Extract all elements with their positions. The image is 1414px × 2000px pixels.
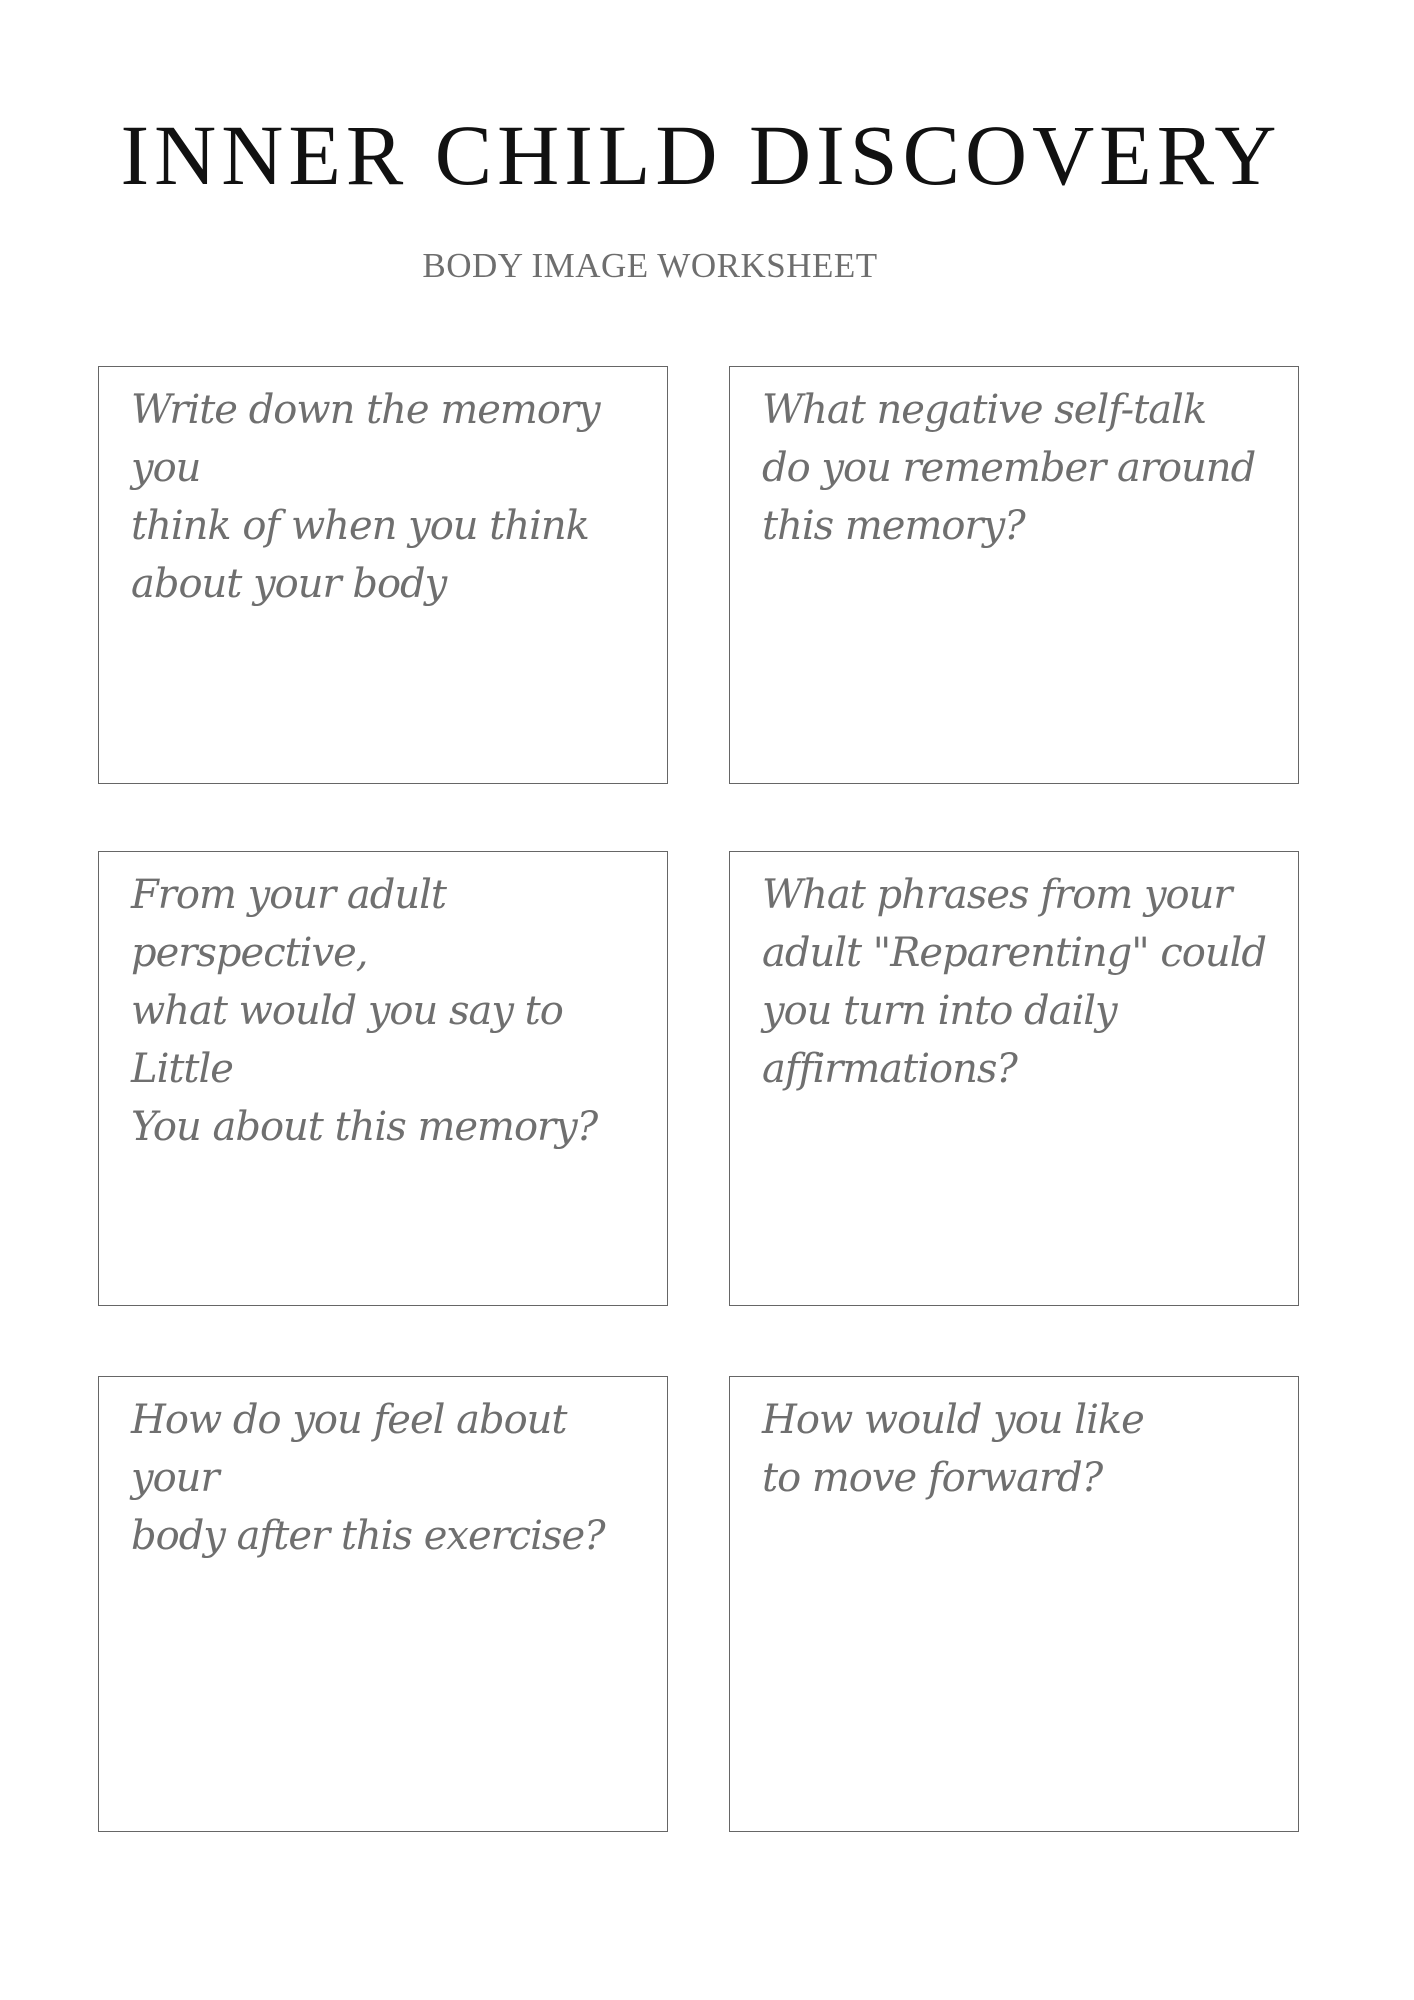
page-subtitle: BODY IMAGE WORKSHEET [422, 246, 878, 285]
prompt-memory: Write down the memory you think of when you think about your body [131, 387, 600, 607]
prompt-move-forward: How would you like to move forward? [762, 1397, 1144, 1501]
answer-box-memory[interactable] [98, 366, 668, 784]
prompt-feelings: How do you feel about your body after this exercise? [131, 1397, 605, 1559]
prompt-negative-self-talk: What negative self-talk do you remember around this memory? [762, 387, 1256, 549]
answer-box-affirmations[interactable] [729, 851, 1299, 1306]
page-title: INNER CHILD DISCOVERY [120, 107, 1282, 203]
answer-box-adult-perspective[interactable] [98, 851, 668, 1306]
answer-box-feelings[interactable] [98, 1376, 668, 1832]
prompt-affirmations: What phrases from your adult "Reparenting" could you turn into daily affirmations? [762, 872, 1266, 1092]
answer-box-move-forward[interactable] [729, 1376, 1299, 1832]
prompt-adult-perspective: From your adult perspective, what would you say to Little You about this memory? [131, 872, 598, 1150]
answer-box-negative-self-talk[interactable] [729, 366, 1299, 784]
